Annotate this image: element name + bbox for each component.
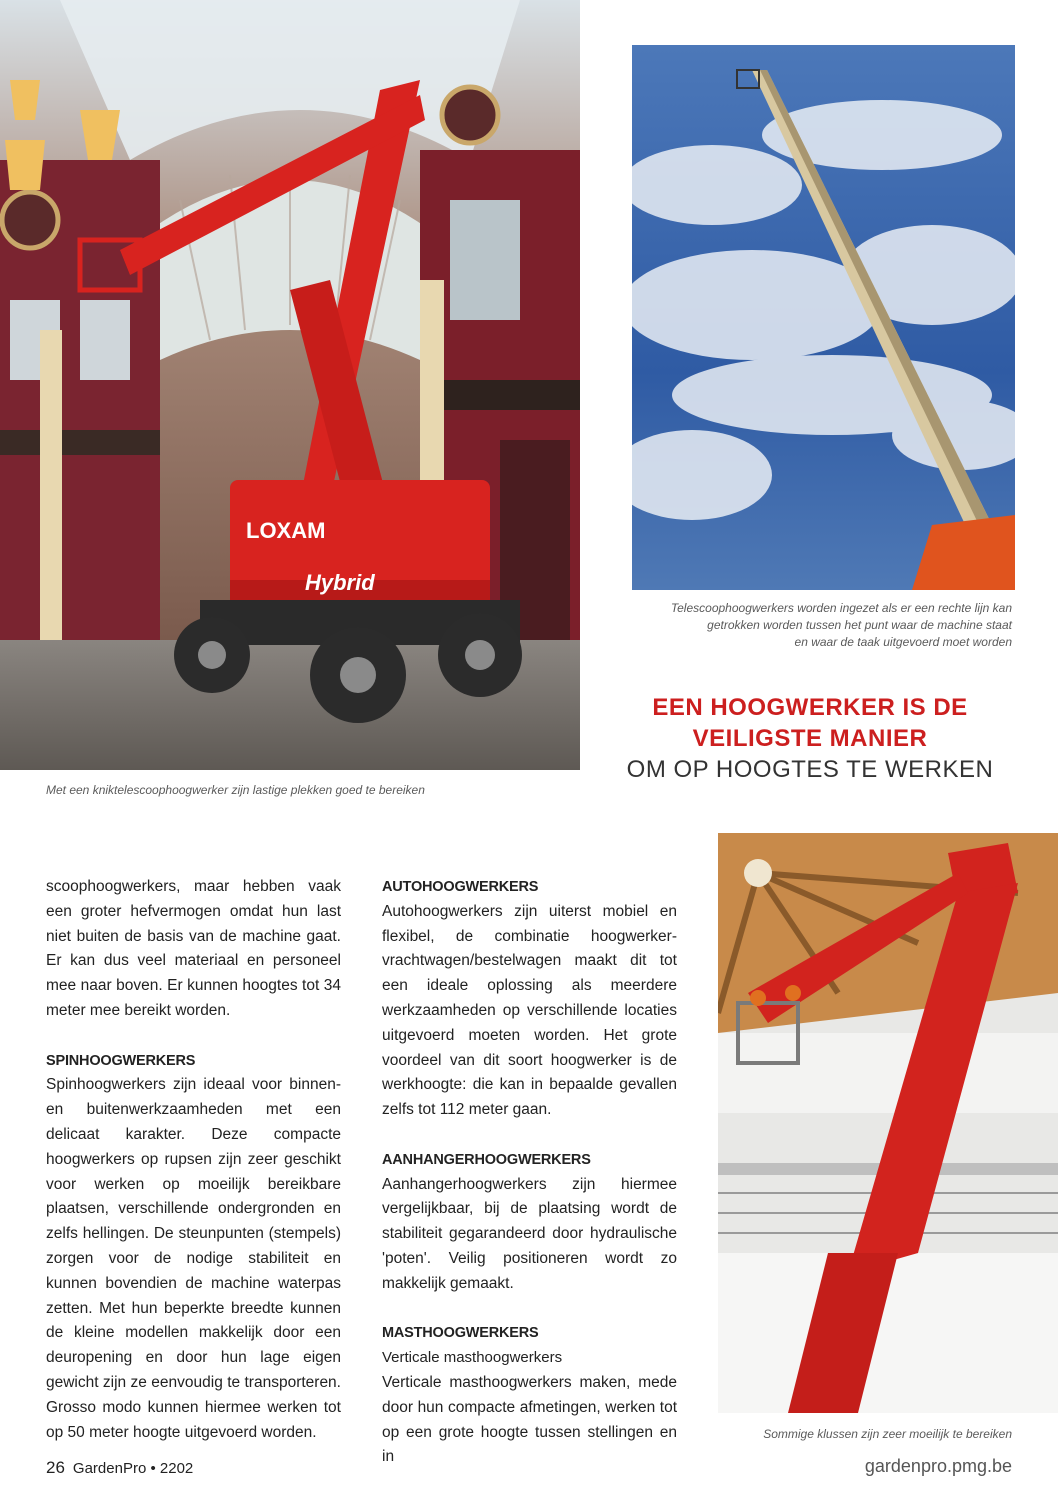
- page-number: 26: [46, 1458, 65, 1477]
- footer-left: [46, 1458, 193, 1478]
- magazine-issue: GardenPro • 2202: [72, 1460, 194, 1477]
- photo-telescopic-boom-sky: [632, 45, 1015, 590]
- heading-masthoogwerkers: MASTHOOGWERKERS: [382, 1325, 539, 1342]
- mast-paragraph: Verticale masthoogwerkers maken, mede door hun compacte afmetingen, werken tot op een grote hoogte tussen stellingen en in: [382, 1373, 677, 1466]
- caption-indoor-photo: Sommige klussen zijn zeer moeilijk te bereiken: [763, 1427, 1012, 1441]
- model-logo-text: Hybrid: [305, 570, 375, 595]
- caption-sky-photo: [612, 600, 1012, 651]
- caption-sky-line-2: getrokken worden tussen het punt waar de machine staat: [707, 618, 1012, 632]
- pull-quote-line-3: OM OP HOOGTES TE WERKEN: [626, 756, 994, 783]
- spin-paragraph: Spinhoogwerkers zijn ideaal voor binnen- en buitenwerkzaamheden met een delicaat karakter. Deze compacte hoogwerkers op rupsen zijn zeer geschikt voor werken op moeilijk bereikbare plaatsen, verschillende ondergronden en zelfs hellingen. De steunpunten (stempels) zorgen voor de nodige stabiliteit en kunnen bovendien de machine waterpas zetten. Met hun beperkte breedte kunnen de kleine modellen makkelijk door een deuropening en door hun lage eigen gewicht zijn ze eenvoudig te transporteren. Grosso modo kunnen hiermee werken tot op 50 meter hoogte uitgevoerd worden.: [46, 1076, 341, 1441]
- pull-quote-line-1: EEN HOOGWERKER IS DE: [652, 694, 968, 721]
- website-link[interactable]: gardenpro.pmg.be: [864, 1456, 1012, 1476]
- article-column-2: [382, 875, 677, 1470]
- pull-quote-line-2: VEILIGSTE MANIER: [692, 725, 928, 752]
- subheading-verticale-masthoogwerkers: Verticale masthoogwerkers: [382, 1349, 563, 1367]
- caption-sky-line-1: Telescoophoogwerkers worden ingezet als er een rechte lijn kan: [670, 601, 1012, 615]
- heading-aanhangerhoogwerkers: AANHANGERHOOGWERKERS: [382, 1151, 591, 1168]
- brand-logo-text: LOXAM: [246, 518, 326, 543]
- heading-spinhoogwerkers: SPINHOOGWERKERS: [46, 1052, 196, 1069]
- aanhanger-paragraph: Aanhangerhoogwerkers zijn hiermee vergelijkbaar, bij de plaatsing wordt de stabiliteit gegarandeerd door hydraulische 'poten'. Veilig positioneren wordt zo makkelijk gemaakt.: [382, 1175, 677, 1292]
- intro-paragraph: scoophoogwerkers, maar hebben vaak een groter hefvermogen omdat hun last niet buiten de basis van de machine gaat. Er kan dus veel materiaal en personeel mee naar boven. Er kunnen hoogtes tot 34 meter mee bereikt worden.: [46, 878, 341, 1019]
- caption-sky-line-3: en waar de taak uitgevoerd moet worden: [794, 635, 1012, 649]
- pull-quote: [600, 692, 1020, 785]
- photo-indoor-lift: [718, 833, 1058, 1413]
- photo-boom-lift-market: [0, 0, 580, 770]
- auto-paragraph: Autohoogwerkers zijn uiterst mobiel en flexibel, de combinatie hoogwerker-vrachtwagen/bestelwagen maakt dit tot een ideale oplossing als meerdere werkzaamheden op verschillende locaties uitgevoerd moeten worden. Het grote voordeel van dit soort hoogwerker is de werkhoogte: die kan in bepaalde gevallen zelfs tot 112 meter gaan.: [382, 902, 677, 1119]
- heading-autohoogwerkers: AUTOHOOGWERKERS: [382, 879, 539, 895]
- article-column-1: [46, 875, 341, 1445]
- caption-main-photo: Met een kniktelescoophoogwerker zijn lastige plekken goed te bereiken: [46, 783, 425, 797]
